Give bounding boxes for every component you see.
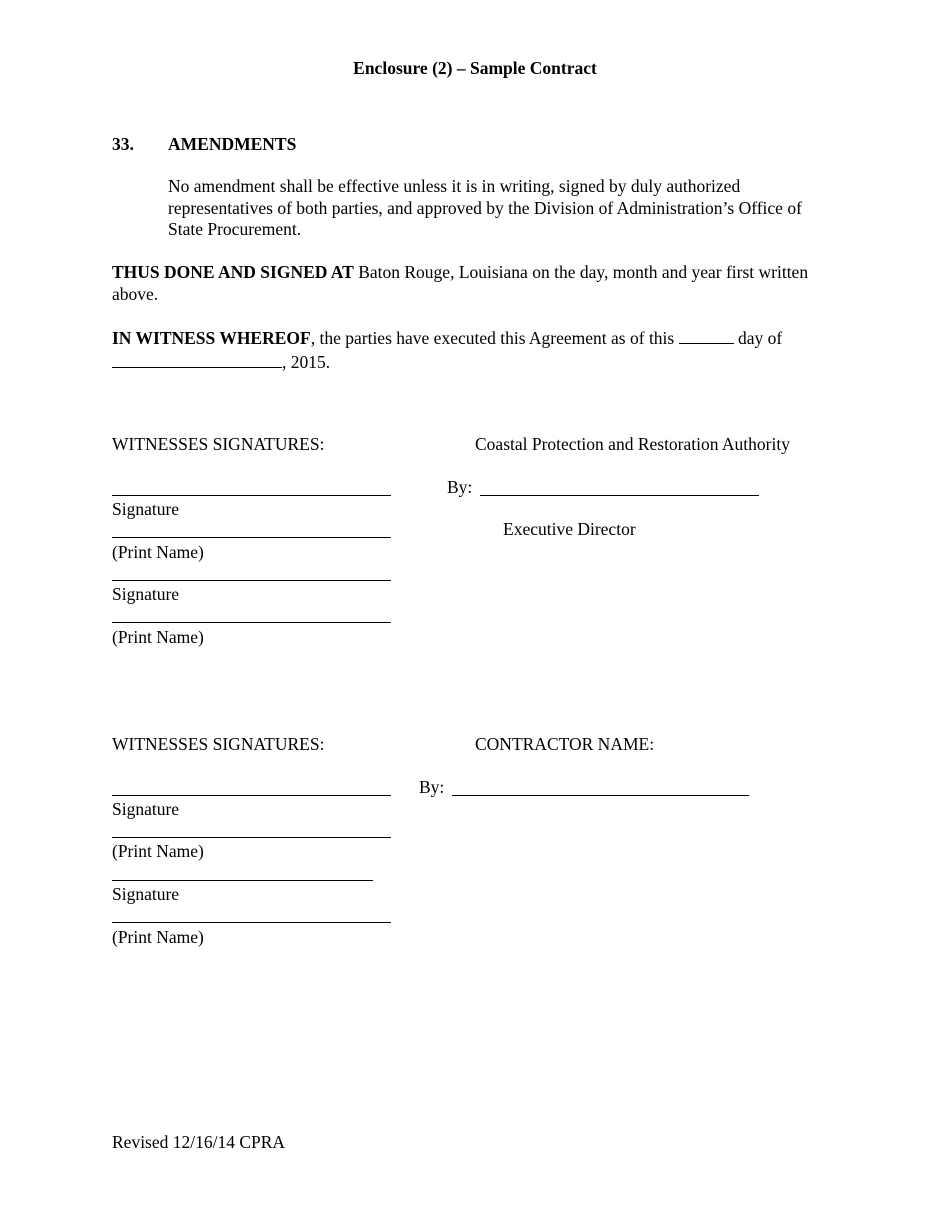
witness-print-line-3[interactable] <box>112 837 391 838</box>
by-label-2: By: <box>419 777 445 797</box>
thus-done-text: Baton Rouge, Louisiana on the day, month and year first written above. <box>112 262 809 304</box>
thus-done-lead: THUS DONE AND SIGNED AT <box>112 262 354 282</box>
witness-print-line-2[interactable] <box>112 622 391 623</box>
witness-signature-line-2[interactable] <box>112 580 391 581</box>
signature-caption: Signature <box>112 584 180 604</box>
witnesses-label-1: WITNESSES SIGNATURES: <box>112 434 325 454</box>
print-name-caption: (Print Name) <box>112 542 204 562</box>
section-number: 33. <box>112 134 134 154</box>
section-heading: AMENDMENTS <box>168 134 297 154</box>
witness-print-line-4[interactable] <box>112 922 391 923</box>
day-blank[interactable] <box>679 326 734 344</box>
witness-whereof-text-1: , the parties have executed this Agreement as of this <box>310 328 679 348</box>
signature-caption: Signature <box>112 884 180 904</box>
by-signature-line-1[interactable] <box>480 495 759 496</box>
thus-done-paragraph <box>112 262 827 305</box>
witness-signature-line-1[interactable] <box>112 495 391 496</box>
executive-director-title: Executive Director <box>503 519 636 539</box>
print-name-caption: (Print Name) <box>112 841 204 861</box>
witness-signature-line-4[interactable] <box>112 880 373 881</box>
revision-footer: Revised 12/16/14 CPRA <box>112 1132 286 1152</box>
witness-whereof-text-3: , 2015. <box>282 351 331 372</box>
witness-whereof-text-2: day of <box>733 328 783 348</box>
by-signature-line-2[interactable] <box>452 795 749 796</box>
section-body: No amendment shall be effective unless it is in writing, signed by duly authorized representatives of both parties, and approved by the Division of Administration’s Office of State Procurement. <box>168 176 802 239</box>
signature-caption: Signature <box>112 499 180 519</box>
witness-print-line-1[interactable] <box>112 537 391 538</box>
print-name-caption: (Print Name) <box>112 927 204 947</box>
party-name-2: CONTRACTOR NAME: <box>475 734 655 754</box>
party-name-1: Coastal Protection and Restoration Authority <box>475 434 790 454</box>
witness-whereof-lead: IN WITNESS WHEREOF <box>112 328 311 348</box>
month-blank[interactable] <box>112 350 282 368</box>
witnesses-label-2: WITNESSES SIGNATURES: <box>112 734 325 754</box>
witness-signature-line-3[interactable] <box>112 795 391 796</box>
witness-whereof-paragraph <box>112 326 832 373</box>
print-name-caption: (Print Name) <box>112 627 204 647</box>
page-title: Enclosure (2) – Sample Contract <box>353 58 597 78</box>
signature-caption: Signature <box>112 799 180 819</box>
by-label-1: By: <box>447 477 473 497</box>
